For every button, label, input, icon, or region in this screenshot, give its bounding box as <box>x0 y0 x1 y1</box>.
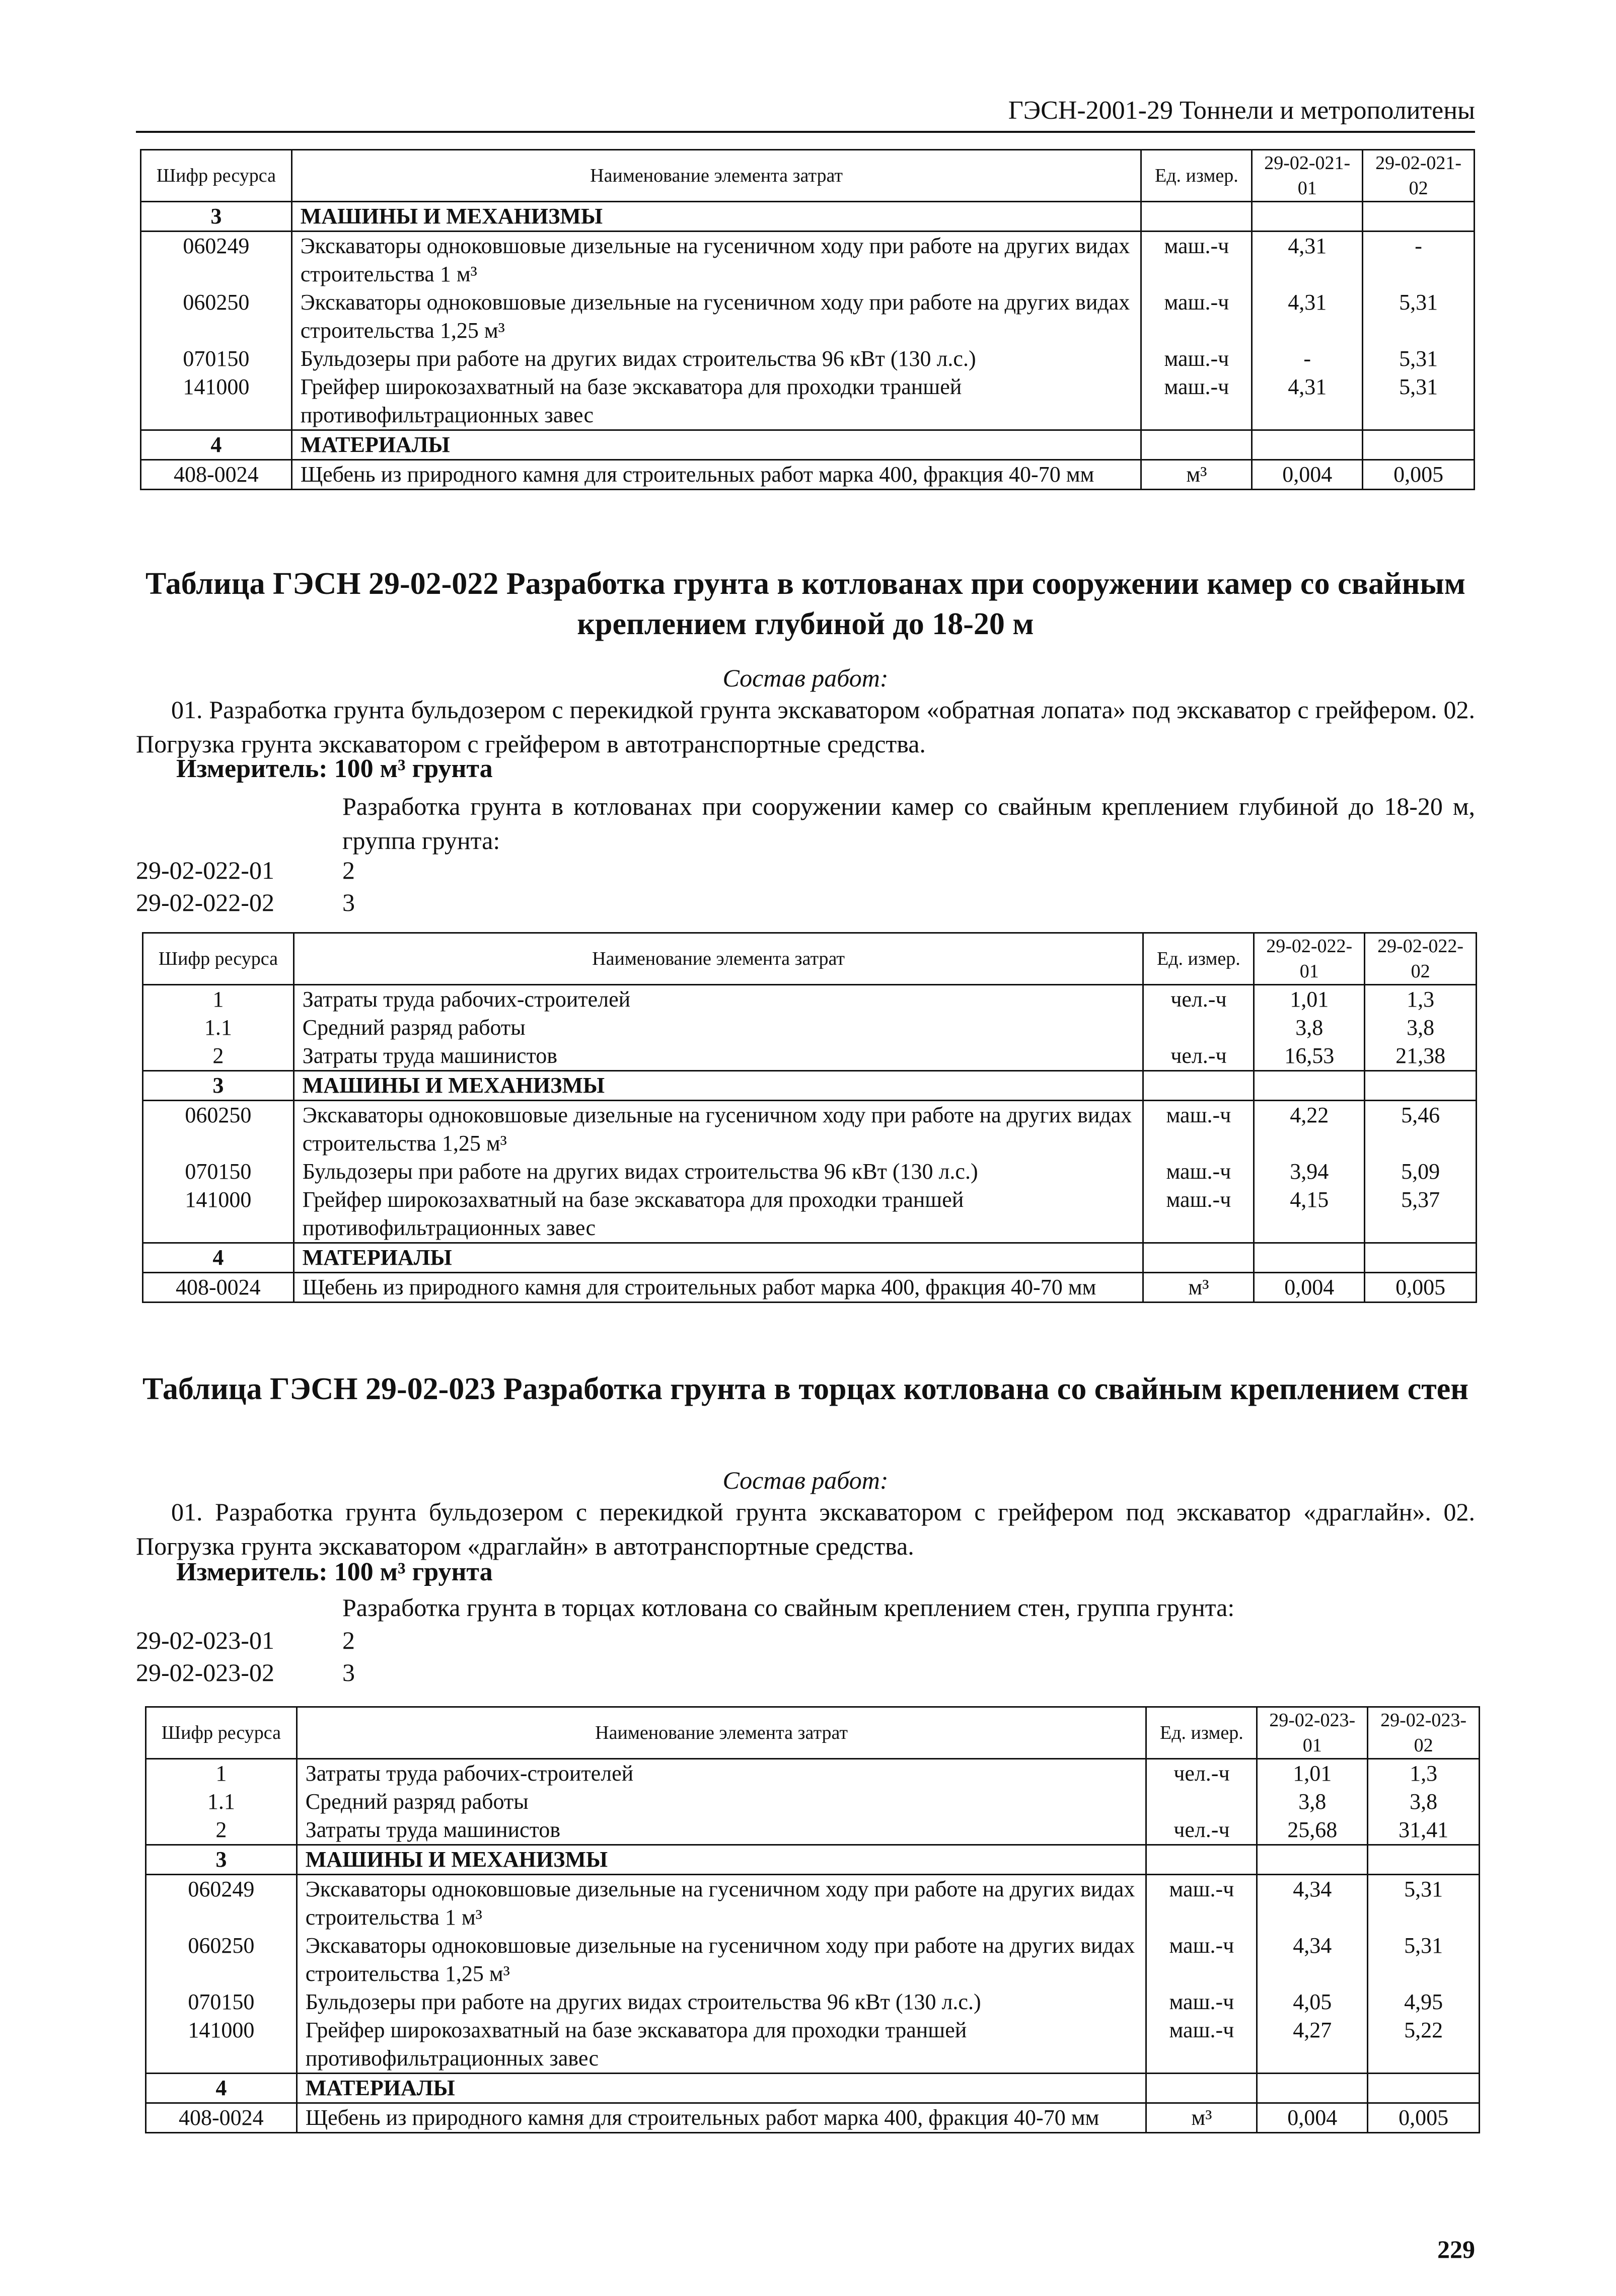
table-row <box>146 1759 1480 1788</box>
col-header-code: Шифр ресурса <box>146 1707 297 1759</box>
cell-value-a: 4,27 <box>1257 2016 1368 2074</box>
table-header-row <box>146 1707 1480 1759</box>
desc-022: Разработка грунта в котлованах при сооружении камер со свайным креплением глубиной до 18-20 м, группа грунта: <box>342 792 1475 855</box>
code-label: 29-02-022-01 <box>136 856 274 884</box>
cell-value-a: 3,8 <box>1254 1014 1365 1042</box>
table-row <box>143 1158 1477 1186</box>
cell-unit <box>1146 1845 1257 1875</box>
table-row <box>141 288 1475 345</box>
table-row <box>143 1101 1477 1158</box>
desc-023: Разработка грунта в торцах котлована со свайным креплением стен, группа грунта: <box>342 1593 1235 1622</box>
cell-value-b: 5,37 <box>1365 1186 1477 1243</box>
cell-code: 2 <box>143 1042 294 1071</box>
table-row <box>146 1788 1480 1816</box>
code-row <box>136 888 355 917</box>
cell-value-b: 0,005 <box>1363 460 1475 490</box>
works-label-023: Состав работ: <box>722 1466 889 1494</box>
cell-code: 4 <box>146 2074 297 2103</box>
cell-value-a: 4,05 <box>1257 1988 1368 2016</box>
cell-unit <box>1143 1071 1254 1101</box>
cell-value-b: 5,31 <box>1368 1875 1480 1932</box>
col-header-name: Наименование элемента затрат <box>291 150 1141 202</box>
cell-unit <box>1146 2074 1257 2103</box>
table-header-row <box>143 933 1477 985</box>
code-label: 29-02-023-01 <box>136 1626 274 1654</box>
cell-unit: чел.-ч <box>1143 985 1254 1014</box>
cell-code: 1 <box>146 1759 297 1788</box>
measure-022: Измеритель: 100 м³ грунта <box>176 754 493 783</box>
cell-name: Экскаваторы одноковшовые дизельные на гусеничном ходу при работе на других видах строительства 1 м³ <box>291 232 1141 289</box>
table-row <box>143 1042 1477 1071</box>
col-header-b: 29-02-022-02 <box>1365 933 1477 985</box>
cell-code: 4 <box>141 430 292 460</box>
cell-code: 070150 <box>143 1158 294 1186</box>
cell-value-b: 31,41 <box>1368 1816 1480 1845</box>
section-row <box>146 2074 1480 2103</box>
table-row <box>141 345 1475 373</box>
table-row <box>141 460 1475 490</box>
cell-unit <box>1141 202 1252 232</box>
col-header-b: 29-02-021-02 <box>1363 150 1475 202</box>
section-row <box>143 1243 1477 1273</box>
col-header-name: Наименование элемента затрат <box>293 933 1143 985</box>
cell-value-a: 25,68 <box>1257 1816 1368 1845</box>
resource-table-023 <box>145 1706 1480 2133</box>
cell-code: 060250 <box>146 1932 297 1988</box>
cell-code: 3 <box>146 1845 297 1875</box>
cell-code: 141000 <box>143 1186 294 1243</box>
cell-unit: м³ <box>1146 2103 1257 2133</box>
cell-value-b: 5,31 <box>1363 373 1475 430</box>
cell-value-b: 0,005 <box>1368 2103 1480 2133</box>
cell-unit: маш.-ч <box>1141 373 1252 430</box>
cell-unit <box>1146 1788 1257 1816</box>
cell-code: 408-0024 <box>141 460 292 490</box>
cell-name: МАШИНЫ И МЕХАНИЗМЫ <box>293 1071 1143 1101</box>
cell-name: МАШИНЫ И МЕХАНИЗМЫ <box>291 202 1141 232</box>
code-row <box>136 856 355 885</box>
cell-name: Затраты труда машинистов <box>297 1816 1146 1845</box>
cell-code: 3 <box>141 202 292 232</box>
table-row <box>146 2103 1480 2133</box>
cell-value-b <box>1365 1071 1477 1101</box>
cell-value-a: 4,31 <box>1252 288 1363 345</box>
cell-name: Экскаваторы одноковшовые дизельные на гусеничном ходу при работе на других видах строительства 1,25 м³ <box>297 1932 1146 1988</box>
cell-value-a <box>1257 2074 1368 2103</box>
cell-value-a: 4,22 <box>1254 1101 1365 1158</box>
cell-unit: чел.-ч <box>1146 1759 1257 1788</box>
cell-unit: маш.-ч <box>1143 1186 1254 1243</box>
cell-unit: чел.-ч <box>1146 1816 1257 1845</box>
cell-name: Бульдозеры при работе на других видах строительства 96 кВт (130 л.с.) <box>297 1988 1146 2016</box>
cell-code: 060249 <box>141 232 292 289</box>
cell-value-a <box>1254 1071 1365 1101</box>
cell-unit: чел.-ч <box>1143 1042 1254 1071</box>
cell-value-a: 1,01 <box>1254 985 1365 1014</box>
cell-name: Щебень из природного камня для строительных работ марка 400, фракция 40-70 мм <box>293 1273 1143 1303</box>
table-row <box>143 1273 1477 1303</box>
cell-name: Экскаваторы одноковшовые дизельные на гусеничном ходу при работе на других видах строительства 1,25 м³ <box>291 288 1141 345</box>
cell-value-b: 4,95 <box>1368 1988 1480 2016</box>
works-text-023: 01. Разработка грунта бульдозером с перекидкой грунта экскаватором с грейфером под экскаватор «драглайн». 02. Погрузка грунта экскаватором «драглайн» в автотранспортные средства. <box>136 1498 1475 1560</box>
cell-unit: маш.-ч <box>1143 1101 1254 1158</box>
cell-name: МАТЕРИАЛЫ <box>293 1243 1143 1273</box>
cell-value-b <box>1368 1845 1480 1875</box>
table-row <box>143 1186 1477 1243</box>
cell-value-a: 4,15 <box>1254 1186 1365 1243</box>
cell-value-a: - <box>1252 345 1363 373</box>
cell-value-a: 3,94 <box>1254 1158 1365 1186</box>
cell-value-a: 3,8 <box>1257 1788 1368 1816</box>
resource-table-021 <box>140 149 1475 490</box>
table-header-row <box>141 150 1475 202</box>
code-value: 3 <box>342 888 355 916</box>
cell-value-a <box>1252 202 1363 232</box>
cell-name: МАШИНЫ И МЕХАНИЗМЫ <box>297 1845 1146 1875</box>
section-row <box>141 430 1475 460</box>
cell-code: 3 <box>143 1071 294 1101</box>
code-label: 29-02-022-02 <box>136 888 274 916</box>
code-label: 29-02-023-02 <box>136 1658 274 1687</box>
cell-code: 1 <box>143 985 294 1014</box>
cell-value-b <box>1363 430 1475 460</box>
table-row <box>143 1014 1477 1042</box>
cell-code: 141000 <box>146 2016 297 2074</box>
cell-code: 408-0024 <box>143 1273 294 1303</box>
cell-value-a <box>1252 430 1363 460</box>
cell-value-b: 1,3 <box>1368 1759 1480 1788</box>
table-row <box>146 2016 1480 2074</box>
cell-code: 060250 <box>143 1101 294 1158</box>
cell-code: 141000 <box>141 373 292 430</box>
table-title-023: Таблица ГЭСН 29-02-023 Разработка грунта в торцах котлована со свайным креплением стен <box>142 1372 1468 1406</box>
section-row <box>143 1071 1477 1101</box>
cell-code: 070150 <box>146 1988 297 2016</box>
cell-unit: маш.-ч <box>1146 1932 1257 1988</box>
cell-value-a: 4,31 <box>1252 232 1363 289</box>
table-row <box>143 985 1477 1014</box>
cell-name: Грейфер широкозахватный на базе экскаватора для проходки траншей противофильтрационных завес <box>291 373 1141 430</box>
cell-code: 2 <box>146 1816 297 1845</box>
cell-name: Экскаваторы одноковшовые дизельные на гусеничном ходу при работе на других видах строительства 1 м³ <box>297 1875 1146 1932</box>
cell-code: 4 <box>143 1243 294 1273</box>
works-label-022: Состав работ: <box>722 664 889 692</box>
col-header-unit: Ед. измер. <box>1141 150 1252 202</box>
cell-name: Грейфер широкозахватный на базе экскаватора для проходки траншей противофильтрационных завес <box>293 1186 1143 1243</box>
cell-name: Бульдозеры при работе на других видах строительства 96 кВт (130 л.с.) <box>293 1158 1143 1186</box>
cell-unit: маш.-ч <box>1141 288 1252 345</box>
cell-value-b: 3,8 <box>1368 1788 1480 1816</box>
cell-unit: маш.-ч <box>1146 1875 1257 1932</box>
cell-value-b: 5,31 <box>1368 1932 1480 1988</box>
cell-name: Щебень из природного камня для строительных работ марка 400, фракция 40-70 мм <box>291 460 1141 490</box>
cell-code: 070150 <box>141 345 292 373</box>
cell-value-a: 0,004 <box>1252 460 1363 490</box>
col-header-a: 29-02-022-01 <box>1254 933 1365 985</box>
cell-unit <box>1141 430 1252 460</box>
cell-value-b: - <box>1363 232 1475 289</box>
code-value: 2 <box>342 856 355 884</box>
cell-name: Средний разряд работы <box>293 1014 1143 1042</box>
table-row <box>146 1932 1480 1988</box>
cell-name: Средний разряд работы <box>297 1788 1146 1816</box>
cell-name: Затраты труда машинистов <box>293 1042 1143 1071</box>
cell-value-b <box>1368 2074 1480 2103</box>
measure-023: Измеритель: 100 м³ грунта <box>176 1558 493 1586</box>
cell-unit: маш.-ч <box>1146 1988 1257 2016</box>
cell-name: Грейфер широкозахватный на базе экскаватора для проходки траншей противофильтрационных завес <box>297 2016 1146 2074</box>
page-number: 229 <box>1437 2235 1475 2263</box>
cell-code: 1.1 <box>143 1014 294 1042</box>
col-header-a: 29-02-023-01 <box>1257 1707 1368 1759</box>
cell-value-b: 5,22 <box>1368 2016 1480 2074</box>
cell-unit <box>1143 1243 1254 1273</box>
cell-name: Затраты труда рабочих-строителей <box>293 985 1143 1014</box>
col-header-b: 29-02-023-02 <box>1368 1707 1480 1759</box>
code-value: 3 <box>342 1658 355 1687</box>
resource-table-022 <box>142 932 1477 1303</box>
cell-unit: маш.-ч <box>1141 232 1252 289</box>
cell-value-a: 4,34 <box>1257 1875 1368 1932</box>
table-row <box>141 373 1475 430</box>
table-row <box>146 1988 1480 2016</box>
table-title-022: Таблица ГЭСН 29-02-022 Разработка грунта в котлованах при сооружении камер со свайным креплением глубиной до 18-20 м <box>145 567 1466 641</box>
cell-value-b: 0,005 <box>1365 1273 1477 1303</box>
cell-value-b <box>1363 202 1475 232</box>
cell-value-a: 0,004 <box>1257 2103 1368 2133</box>
page-header: ГЭСН-2001-29 Тоннели и метрополитены <box>136 91 1475 133</box>
cell-value-b <box>1365 1243 1477 1273</box>
cell-name: Затраты труда рабочих-строителей <box>297 1759 1146 1788</box>
cell-value-b: 5,31 <box>1363 288 1475 345</box>
cell-code: 060250 <box>141 288 292 345</box>
works-text-022: 01. Разработка грунта бульдозером с перекидкой грунта экскаватором «обратная лопата» под экскаватор с грейфером. 02. Погрузка грунта экскаватором с грейфером в автотранспортные средства. <box>136 696 1475 758</box>
cell-value-a <box>1254 1243 1365 1273</box>
cell-value-a: 4,31 <box>1252 373 1363 430</box>
cell-unit: м³ <box>1143 1273 1254 1303</box>
table-row <box>146 1875 1480 1932</box>
cell-unit: маш.-ч <box>1146 2016 1257 2074</box>
cell-value-b: 3,8 <box>1365 1014 1477 1042</box>
cell-unit: маш.-ч <box>1141 345 1252 373</box>
col-header-a: 29-02-021-01 <box>1252 150 1363 202</box>
section-row <box>141 202 1475 232</box>
cell-name: Бульдозеры при работе на других видах строительства 96 кВт (130 л.с.) <box>291 345 1141 373</box>
code-row <box>136 1626 355 1655</box>
cell-code: 408-0024 <box>146 2103 297 2133</box>
cell-value-b: 5,46 <box>1365 1101 1477 1158</box>
col-header-code: Шифр ресурса <box>143 933 294 985</box>
table-row <box>146 1816 1480 1845</box>
cell-value-b: 1,3 <box>1365 985 1477 1014</box>
cell-value-a: 16,53 <box>1254 1042 1365 1071</box>
cell-name: МАТЕРИАЛЫ <box>291 430 1141 460</box>
code-row <box>136 1658 355 1687</box>
cell-unit: м³ <box>1141 460 1252 490</box>
cell-value-b: 5,09 <box>1365 1158 1477 1186</box>
cell-unit <box>1143 1014 1254 1042</box>
cell-name: МАТЕРИАЛЫ <box>297 2074 1146 2103</box>
cell-value-a <box>1257 1845 1368 1875</box>
col-header-code: Шифр ресурса <box>141 150 292 202</box>
cell-unit: маш.-ч <box>1143 1158 1254 1186</box>
code-value: 2 <box>342 1626 355 1654</box>
col-header-unit: Ед. измер. <box>1146 1707 1257 1759</box>
cell-value-a: 0,004 <box>1254 1273 1365 1303</box>
cell-value-a: 1,01 <box>1257 1759 1368 1788</box>
cell-value-b: 5,31 <box>1363 345 1475 373</box>
col-header-unit: Ед. измер. <box>1143 933 1254 985</box>
cell-value-a: 4,34 <box>1257 1932 1368 1988</box>
cell-code: 060249 <box>146 1875 297 1932</box>
cell-code: 1.1 <box>146 1788 297 1816</box>
cell-name: Экскаваторы одноковшовые дизельные на гусеничном ходу при работе на других видах строительства 1,25 м³ <box>293 1101 1143 1158</box>
table-row <box>141 232 1475 289</box>
cell-value-b: 21,38 <box>1365 1042 1477 1071</box>
cell-name: Щебень из природного камня для строительных работ марка 400, фракция 40-70 мм <box>297 2103 1146 2133</box>
col-header-name: Наименование элемента затрат <box>297 1707 1146 1759</box>
section-row <box>146 1845 1480 1875</box>
